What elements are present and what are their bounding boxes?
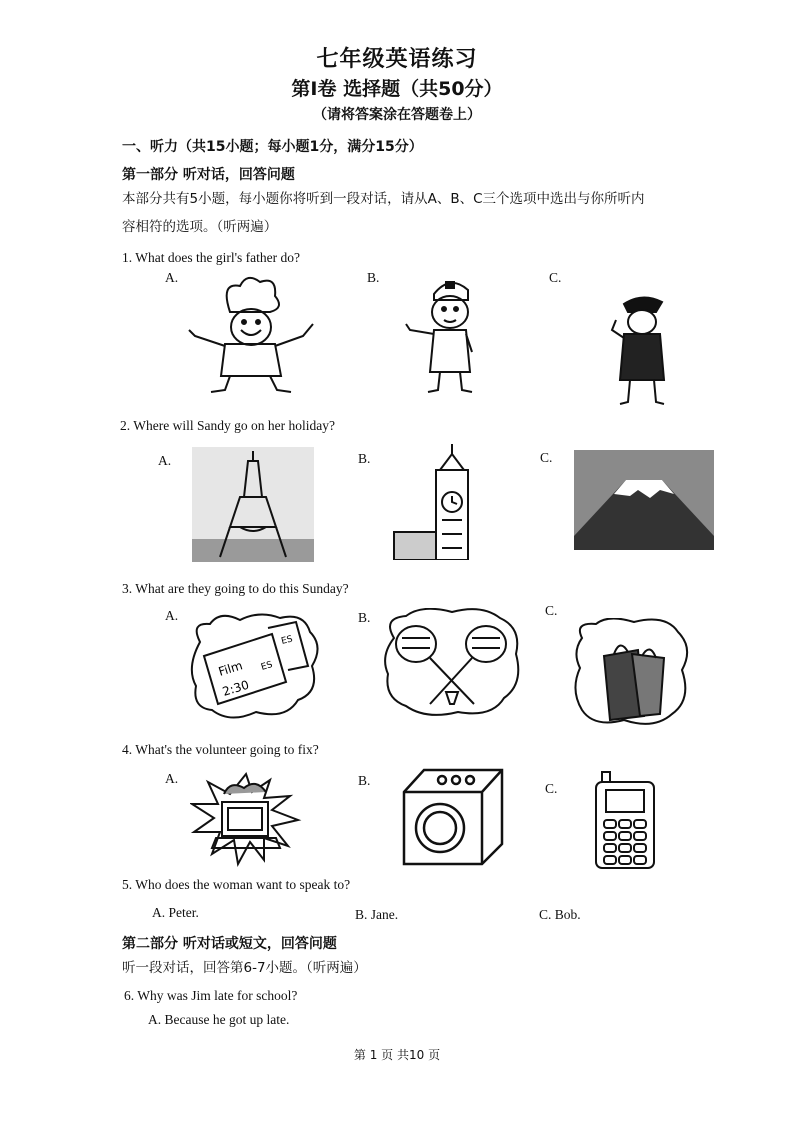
answer-note: （请将答案涂在答题卷上）	[313, 107, 481, 123]
q6-option-a: A. Because he got up late.	[148, 1012, 290, 1027]
listening-heading: 一、听力（共15小题；每小题1分，满分15分）	[122, 139, 423, 155]
badminton-picture	[382, 608, 522, 720]
q5-option-c: C. Bob.	[539, 907, 581, 922]
police-officer-picture	[606, 290, 676, 410]
question-3: 3. What are they going to do this Sunday?	[122, 581, 349, 596]
q5-option-a: A. Peter.	[152, 905, 199, 920]
q4-option-c-label: C.	[545, 781, 558, 796]
ticket-text-code-1: ES	[259, 659, 274, 673]
question-5: 5. Who does the woman want to speak to?	[122, 877, 351, 892]
question-6: 6. Why was Jim late for school?	[124, 988, 298, 1003]
ticket-text-film: Film	[216, 658, 245, 679]
washing-machine-picture	[400, 766, 506, 866]
q3-option-a-label: A.	[165, 608, 179, 623]
question-1: 1. What does the girl's father do?	[122, 250, 301, 265]
film-tickets-picture	[190, 612, 322, 722]
q3-option-b-label: B.	[358, 610, 371, 625]
ticket-text-code-2: ES	[280, 634, 294, 647]
paper-subtitle: 第I卷 选择题（共50分）	[291, 78, 503, 100]
q3-option-c-label: C.	[545, 603, 558, 618]
part2-instruction: 听一段对话，回答第6-7小题。（听两遍）	[122, 960, 367, 976]
chef-picture	[185, 272, 320, 397]
question-4: 4. What's the volunteer going to fix?	[122, 742, 319, 757]
mount-fuji-picture	[574, 450, 714, 550]
mobile-phone-picture	[594, 770, 656, 870]
doctor-picture	[400, 272, 500, 397]
ticket-text-time: 2:30	[220, 677, 251, 699]
q1-option-a-label: A.	[165, 270, 179, 285]
eiffel-tower-picture	[192, 447, 314, 562]
q2-option-c-label: C.	[540, 450, 553, 465]
q4-option-a-label: A.	[165, 771, 179, 786]
q1-option-c-label: C.	[549, 270, 562, 285]
part1-instruction-line2: 容相符的选项。（听两遍）	[122, 219, 278, 235]
part1-instruction-line1: 本部分共有5小题，每小题你将听到一段对话，请从A、B、C三个选项中选出与你所听内	[122, 191, 645, 207]
q4-option-b-label: B.	[358, 773, 371, 788]
q1-option-b-label: B.	[367, 270, 380, 285]
shopping-bags-picture	[574, 618, 690, 730]
broken-computer-picture	[190, 768, 302, 868]
part2-heading: 第二部分 听对话或短文，回答问题	[122, 936, 337, 952]
page-footer: 第 1 页 共10 页	[353, 1048, 441, 1062]
q5-option-b: B. Jane.	[355, 907, 399, 922]
q2-option-a-label: A.	[158, 453, 172, 468]
part1-heading: 第一部分 听对话，回答问题	[122, 167, 295, 183]
q2-option-b-label: B.	[358, 451, 371, 466]
big-ben-picture	[392, 440, 488, 560]
page-title: 七年级英语练习	[316, 47, 478, 72]
question-2: 2. Where will Sandy go on her holiday?	[120, 418, 335, 433]
